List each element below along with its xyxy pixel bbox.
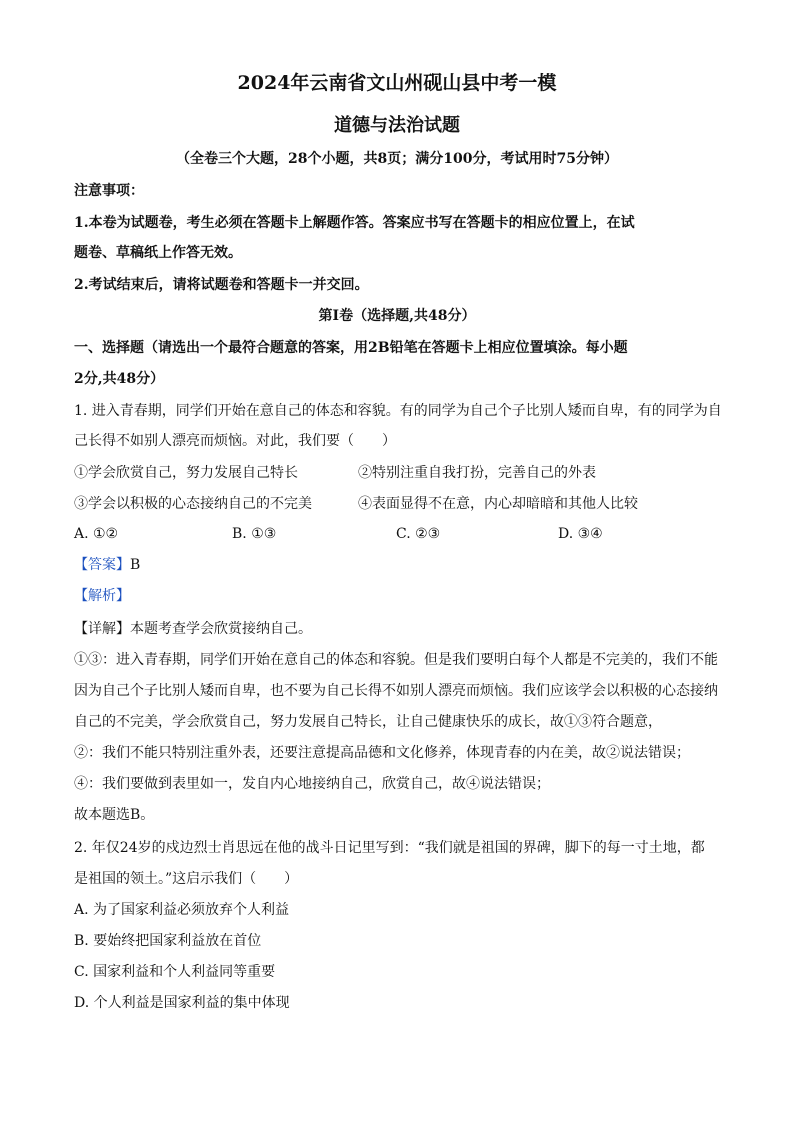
q1-option-c: C. ②③ [396,526,441,542]
q2-stem-line-2: 是祖国的领土。”这启示我们（ ） [74,871,299,887]
q1-option-d: D. ③④ [558,526,603,542]
q1-analysis-1-line-3: 自己的不完美，学会欣赏自己，努力发展自己特长，让自己健康快乐的成长，故①③符合题意， [74,714,662,730]
exam-title: 2024年云南省文山州砚山县中考一模 [237,72,557,94]
notice-item-1-line-1: 1.本卷为试题卷，考生必须在答题卡上解题作答。答案应书写在答题卡的相应位置上，在试 [74,215,635,231]
exam-subject: 道德与法治试题 [334,115,460,136]
q1-stem-line-1: 1. 进入青春期，同学们开始在意自己的体态和容貌。有的同学为自己个子比别人矮而自卑，有的同学为自 [74,403,722,419]
detail-tag: 【详解】 [74,621,130,637]
q1-stem-line-2: 己长得不如别人漂亮而烦恼。对此，我们要（ ） [74,433,396,449]
part-1-heading: 第Ⅰ卷（选择题,共48分） [318,308,476,324]
section-1-line-1: 一、选择题（请选出一个最符合题意的答案，用2B铅笔在答题卡上相应位置填涂。每小题 [74,340,628,356]
q2-option-d: D. 个人利益是国家利益的集中体现 [74,995,290,1011]
notice-item-1-line-2: 题卷、草稿纸上作答无效。 [74,245,242,261]
q1-option-a: A. ①② [74,526,119,542]
analysis-tag: 【解析】 [74,588,130,604]
q2-option-a: A. 为了国家利益必须放弃个人利益 [74,902,290,918]
q1-analysis-2: ②：我们不能只特别注重外表，还要注意提高品德和文化修养，体现青春的内在美，故②说法错误； [74,745,690,761]
q1-answer [74,555,140,575]
q1-analysis-1-line-2: 因为自己个子比别人矮而自卑，也不要为自己长得不如别人漂亮而烦恼。我们应该学会以积极的心态接纳 [74,683,718,699]
notice-heading: 注意事项： [74,183,144,199]
q1-detail [74,619,312,639]
q1-option-b: B. ①③ [232,526,277,542]
notice-item-2: 2.考试结束后，请将试题卷和答题卡一并交回。 [74,277,369,293]
q1-conclusion: 故本题选B。 [74,807,155,823]
q1-analysis-tag [74,586,130,606]
exam-info: （全卷三个大题，28个小题，共8页；满分100分，考试用时75分钟） [176,151,618,167]
q1-analysis-3: ④：我们要做到表里如一，发自内心地接纳自己，欣赏自己，故④说法错误； [74,776,550,792]
q2-stem-line-1: 2. 年仅24岁的戍边烈士肖思远在他的战斗日记里写到：“我们就是祖国的界碑，脚下的每一寸土地，都 [74,840,705,856]
q2-option-c: C. 国家利益和个人利益同等重要 [74,964,276,980]
q1-statement-3: ③学会以积极的心态接纳自己的不完美 [74,496,312,512]
q1-statement-2: ②特别注重自我打扮，完善自己的外表 [358,465,596,481]
q1-statement-4: ④表面显得不在意，内心却暗暗和其他人比较 [358,496,638,512]
q2-option-b: B. 要始终把国家利益放在首位 [74,933,262,949]
q1-statement-1: ①学会欣赏自己，努力发展自己特长 [74,465,298,481]
section-1-line-2: 2分,共48分） [74,371,165,387]
answer-tag: 【答案】 [74,557,130,573]
detail-text: 本题考查学会欣赏接纳自己。 [130,621,312,637]
q1-analysis-1-line-1: ①③：进入青春期，同学们开始在意自己的体态和容貌。但是我们要明白每个人都是不完美的，我们不能 [74,652,718,668]
answer-value: B [130,557,141,573]
